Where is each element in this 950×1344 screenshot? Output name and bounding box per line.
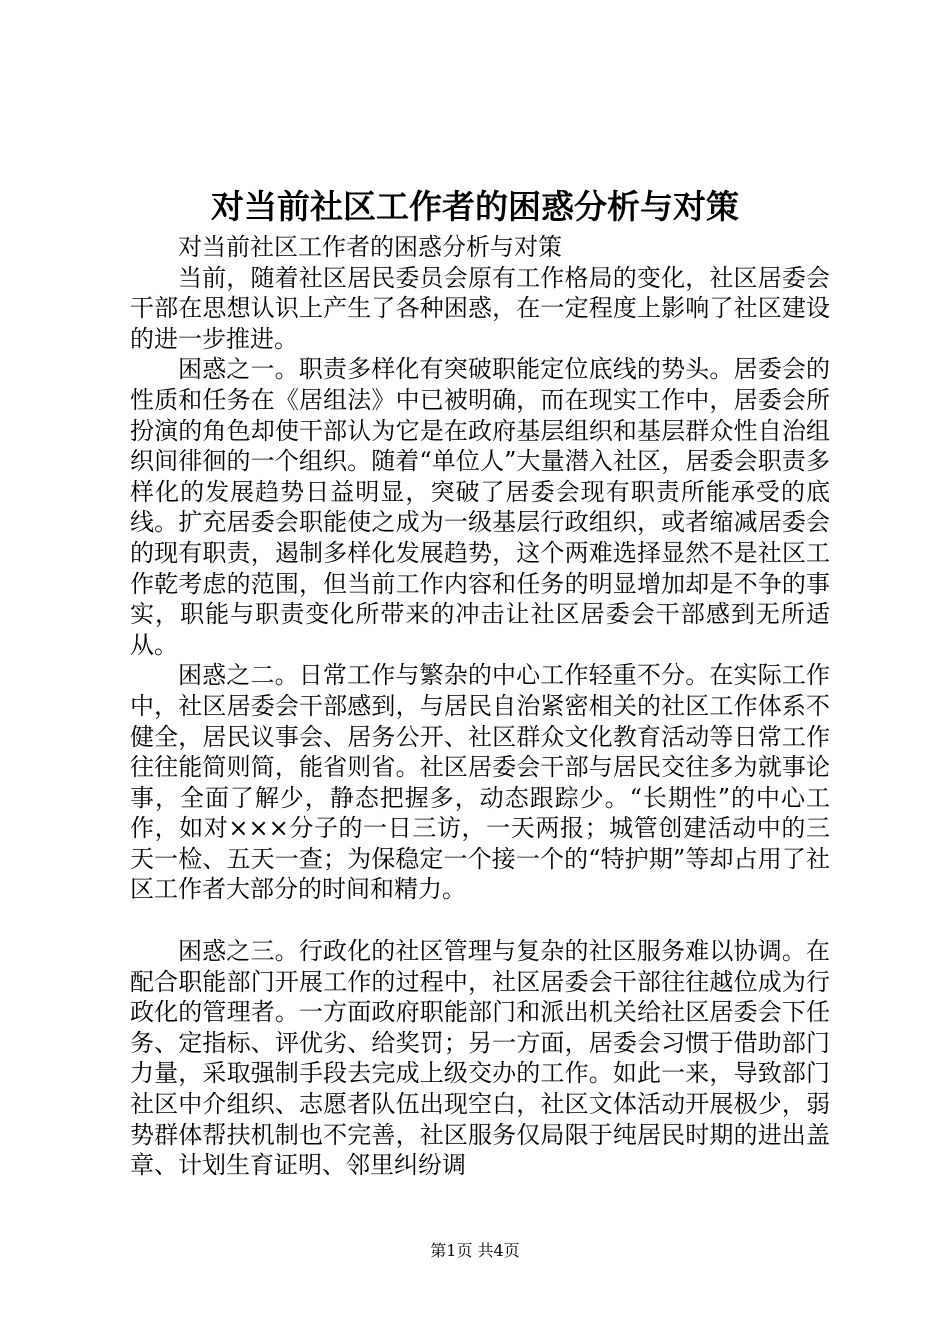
paragraph-confusion-three: 困惑之三。行政化的社区管理与复杂的社区服务难以协调。在配合职能部门开展工作的过程中，社区居委会干部往往越位成为行政化的管理者。一方面政府职能部门和派出机关给社区居委会下任务、定指标、评优劣、给奖罚；另一方面，居委会习惯于借助部门力量，采取强制手段去完成上级交办的工作。如此一来，导致部门社区中介组织、志愿者队伍出现空白，社区文体活动开展极少，弱势群体帮扶机制也不完善，社区服务仅局限于纯居民时期的进出盖章、计划生育证明、邻里纠纷调 — [130, 937, 830, 1180]
paragraph-intro: 当前，随着社区居民委员会原有工作格局的变化，社区居委会干部在思想认识上产生了各种困惑，在一定程度上影响了社区建设的进一步推进。 — [130, 263, 830, 353]
paragraph-confusion-two: 困惑之二。日常工作与繁杂的中心工作轻重不分。在实际工作中，社区居委会干部感到，与居民自治紧密相关的社区工作体系不健全，居民议事会、居务公开、社区群众文化教育活动等日常工作往往能简则简，能省则省。社区居委会干部与居民交往多为就事论事，全面了解少，静态把握多，动态跟踪少。“长期性”的中心工作，如对×××分子的一日三访，一天两报；城管创建活动中的三天一检、五天一查；为保稳定一个接一个的“特护期”等却占用了社区工作者大部分的时间和精力。 — [130, 661, 830, 904]
page-number-footer: 第1页 共4页 — [430, 1241, 520, 1260]
document-title: 对当前社区工作者的困惑分析与对策 — [211, 187, 739, 226]
paragraph-subtitle: 对当前社区工作者的困惑分析与对策 — [178, 233, 562, 261]
document-body — [130, 232, 830, 1181]
paragraph-confusion-one: 困惑之一。职责多样化有突破职能定位底线的势头。居委会的性质和任务在《居组法》中已被明确，而在现实工作中，居委会所扮演的角色却使干部认为它是在政府基层组织和基层群众性自治组织间徘徊的一个组织。随着“单位人”大量潜入社区，居委会职责多样化的发展趋势日益明显，突破了居委会现有职责所能承受的底线。扩充居委会职能使之成为一级基层行政组织，或者缩减居委会的现有职责，遏制多样化发展趋势，这个两难选择显然不是社区工作乾考虑的范围，但当前工作内容和任务的明显增加却是不争的事实，职能与职责变化所带来的冲击让社区居委会干部感到无所适从。 — [130, 355, 830, 659]
